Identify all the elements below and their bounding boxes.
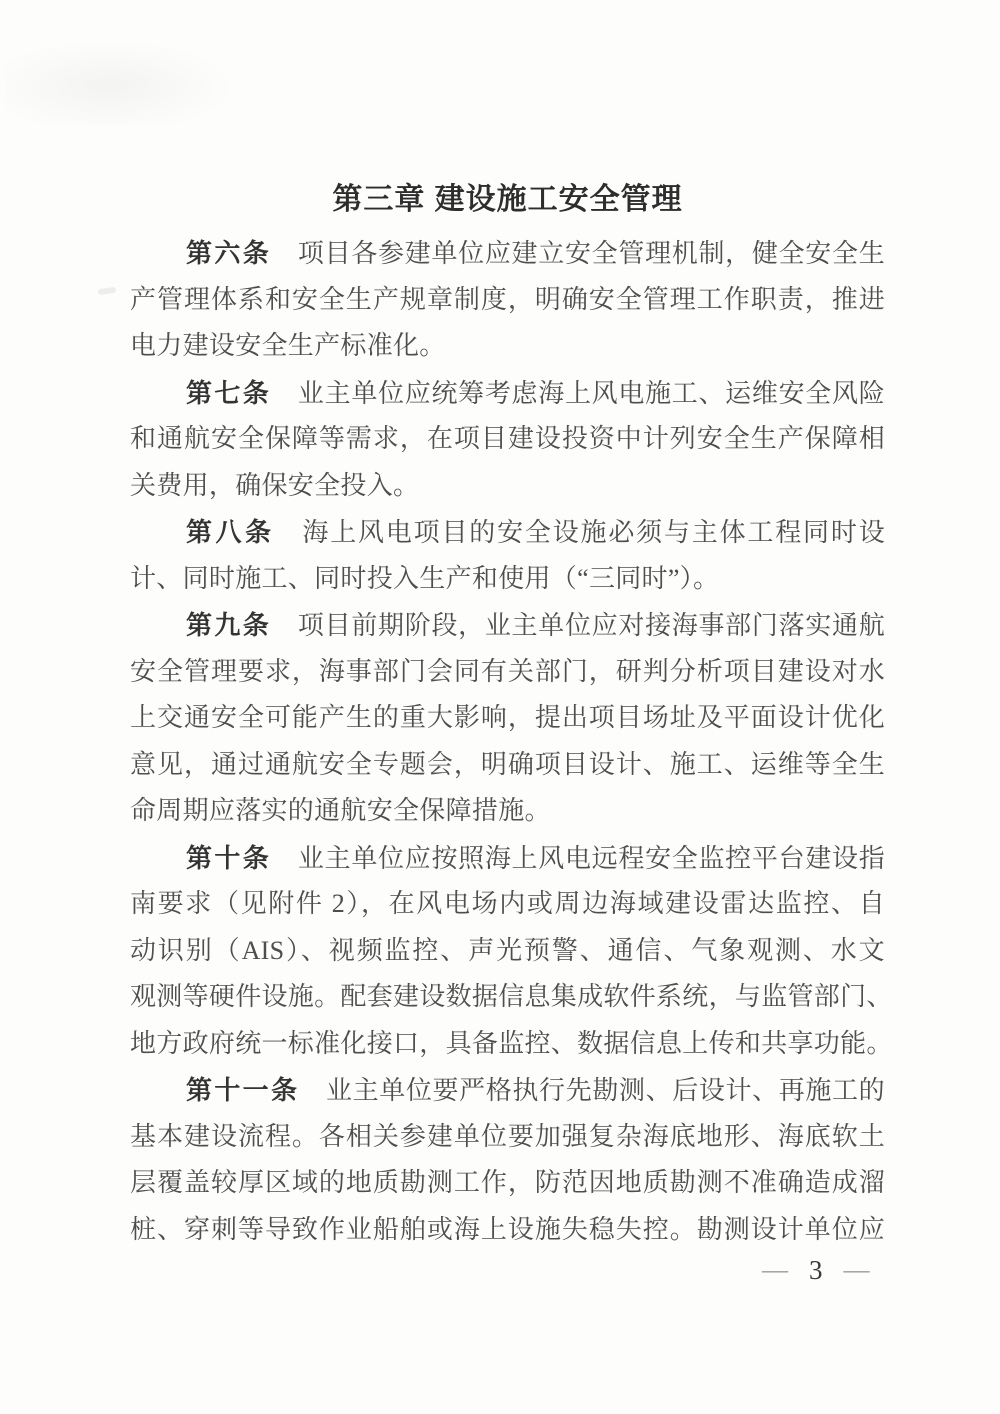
article-6-text: 项目各参建单位应建立安全管理机制，健全安全生 (271, 239, 885, 268)
scan-artifact (5, 40, 235, 125)
article-7-line-1 (130, 370, 885, 417)
article-10-line-4: 观测等硬件设施。配套建设数据信息集成软件系统，与监管部门、 (130, 982, 893, 1011)
article-7-number: 第七条 (186, 377, 272, 408)
article-8-line-2: 计、同时施工、同时投入生产和使用（“三同时”）。 (130, 563, 720, 593)
article-9-line-5: 命周期应落实的通航安全保障措施。 (130, 796, 551, 825)
article-6-line-2: 产管理体系和安全生产规章制度，明确安全管理工作职责，推进 (130, 284, 885, 314)
article-9-line-2: 安全管理要求，海事部门会同有关部门，研判分析项目建设对水 (130, 656, 885, 686)
article-9-line-1 (130, 602, 885, 649)
article-11-number: 第十一条 (186, 1075, 300, 1105)
footer-left-dash: — (762, 1255, 788, 1284)
article-10-line-2: 南要求（见附件 2），在风电场内或周边海域建设雷达监控、自 (130, 889, 885, 918)
article-9-line-4: 意见，通过通航安全专题会，明确项目设计、施工、运维等全生 (130, 749, 885, 779)
article-10-text: 业主单位应按照海上风电远程安全监控平台建设指 (271, 843, 885, 873)
article-7-text: 业主单位应统筹考虑海上风电施工、运维安全风险 (271, 378, 885, 408)
page-number: 3 (809, 1255, 823, 1285)
scan-artifact (98, 287, 117, 295)
document-body (130, 230, 893, 1253)
article-6-line-3: 电力建设安全生产标准化。 (130, 331, 446, 360)
chapter-title: 第三章 建设施工安全管理 (332, 183, 683, 216)
article-9-number: 第九条 (186, 610, 272, 640)
article-11-text: 业主单位要严格执行先勘测、后设计、再施工的 (299, 1076, 885, 1105)
article-9-text: 项目前期阶段，业主单位应对接海事部门落实通航 (271, 611, 885, 640)
article-11-line-1 (130, 1067, 885, 1114)
article-11-line-2: 基本建设流程。各相关参建单位要加强复杂海底地形、海底软土 (130, 1121, 885, 1151)
article-10-line-1 (130, 835, 885, 882)
article-6-line-1 (130, 230, 885, 277)
article-6-number: 第六条 (186, 238, 272, 268)
article-10-number: 第十条 (186, 842, 272, 873)
page-footer (762, 1254, 870, 1286)
article-11-line-3: 层覆盖较厚区域的地质勘测工作，防范因地质勘测不准确造成溜 (130, 1168, 885, 1197)
article-7-line-3: 关费用，确保安全投入。 (130, 470, 420, 500)
footer-right-dash: — (843, 1255, 870, 1284)
article-7-line-2: 和通航安全保障等需求，在项目建设投资中计列安全生产保障相 (130, 424, 885, 453)
article-8-line-1 (130, 509, 885, 556)
article-8-number: 第八条 (186, 517, 275, 547)
article-10-line-5: 地方政府统一标准化接口，具备监控、数据信息上传和共享功能。 (130, 1028, 893, 1058)
article-8-text: 海上风电项目的安全设施必须与主体工程同时设 (274, 518, 885, 547)
article-10-line-3: 动识别（AIS）、视频监控、声光预警、通信、气象观测、水文 (130, 935, 885, 965)
article-9-line-3: 上交通安全可能产生的重大影响，提出项目场址及平面设计优化 (130, 703, 885, 732)
article-11-line-4: 桩、穿刺等导致作业船舶或海上设施失稳失控。勘测设计单位应 (130, 1214, 885, 1244)
